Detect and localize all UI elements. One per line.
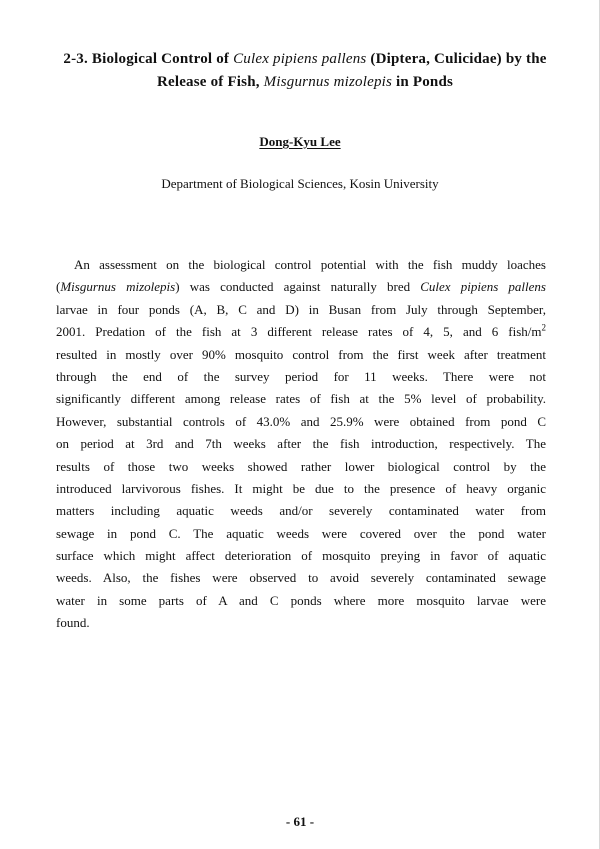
abstract-line bbox=[56, 321, 546, 343]
author-name: Dong-Kyu Lee bbox=[259, 134, 341, 149]
title-species-culex: Culex pipiens pallens bbox=[233, 51, 367, 67]
abstract-body bbox=[56, 254, 546, 635]
abstract-text: 2001. Predation of the fish at 3 different release rates of 4, 5, and 6 fish/m bbox=[56, 324, 542, 340]
species-name: Culex pipiens pallens bbox=[420, 279, 546, 295]
species-name: Misgurnus mizolepis bbox=[60, 279, 176, 295]
abstract-line: found. bbox=[56, 615, 90, 631]
abstract-text: ( bbox=[56, 279, 61, 295]
title-part-1: 2-3. Biological Control of bbox=[63, 51, 234, 67]
abstract-line: significantly different among release rates of fish at the 5% level of probability. bbox=[56, 391, 546, 407]
abstract-line: on period at 3rd and 7th weeks after the fish introduction, respectively. The bbox=[56, 436, 546, 452]
page-number: - 61 - bbox=[285, 814, 315, 829]
abstract-line: surface which might affect deterioration of mosquito preying in favor of aquatic bbox=[56, 548, 546, 564]
abstract-line: sewage in pond C. The aquatic weeds were covered over the pond water bbox=[56, 525, 546, 541]
abstract-line: results of those two weeks showed rather lower biological control by the bbox=[56, 458, 546, 474]
paper-title bbox=[40, 48, 570, 94]
abstract-line: resulted in mostly over 90% mosquito control from the first week after treatment bbox=[56, 346, 546, 362]
abstract-line: through the end of the survey period for 11 weeks. There were not bbox=[56, 368, 546, 384]
abstract-line: However, substantial controls of 43.0% and 25.9% were obtained from pond C bbox=[56, 413, 546, 429]
abstract-text: ) was conducted against naturally bred bbox=[175, 279, 421, 295]
abstract-line bbox=[56, 276, 546, 298]
title-part-3: in Ponds bbox=[392, 74, 454, 90]
abstract-line: weeds. Also, the fishes were observed to avoid severely contaminated sewage bbox=[56, 570, 546, 586]
title-species-misgurnus: Misgurnus mizolepis bbox=[263, 74, 393, 90]
abstract-line: water in some parts of A and C ponds where more mosquito larvae were bbox=[56, 592, 546, 608]
abstract-line: introduced larvivorous fishes. It might be due to the presence of heavy organic bbox=[56, 480, 546, 496]
author-name-block bbox=[0, 133, 600, 150]
superscript: 2 bbox=[541, 322, 546, 333]
title-part-2: (Diptera, Culicidae) by the Release of Fish, bbox=[156, 51, 547, 90]
abstract-line: larvae in four ponds (A, B, C and D) in Busan from July through September, bbox=[56, 301, 546, 317]
author-affiliation: Department of Biological Sciences, Kosin University bbox=[161, 176, 439, 191]
abstract-line: An assessment on the biological control potential with the fish muddy loaches bbox=[74, 257, 546, 272]
abstract-line: matters including aquatic weeds and/or severely contaminated water from bbox=[56, 503, 546, 519]
